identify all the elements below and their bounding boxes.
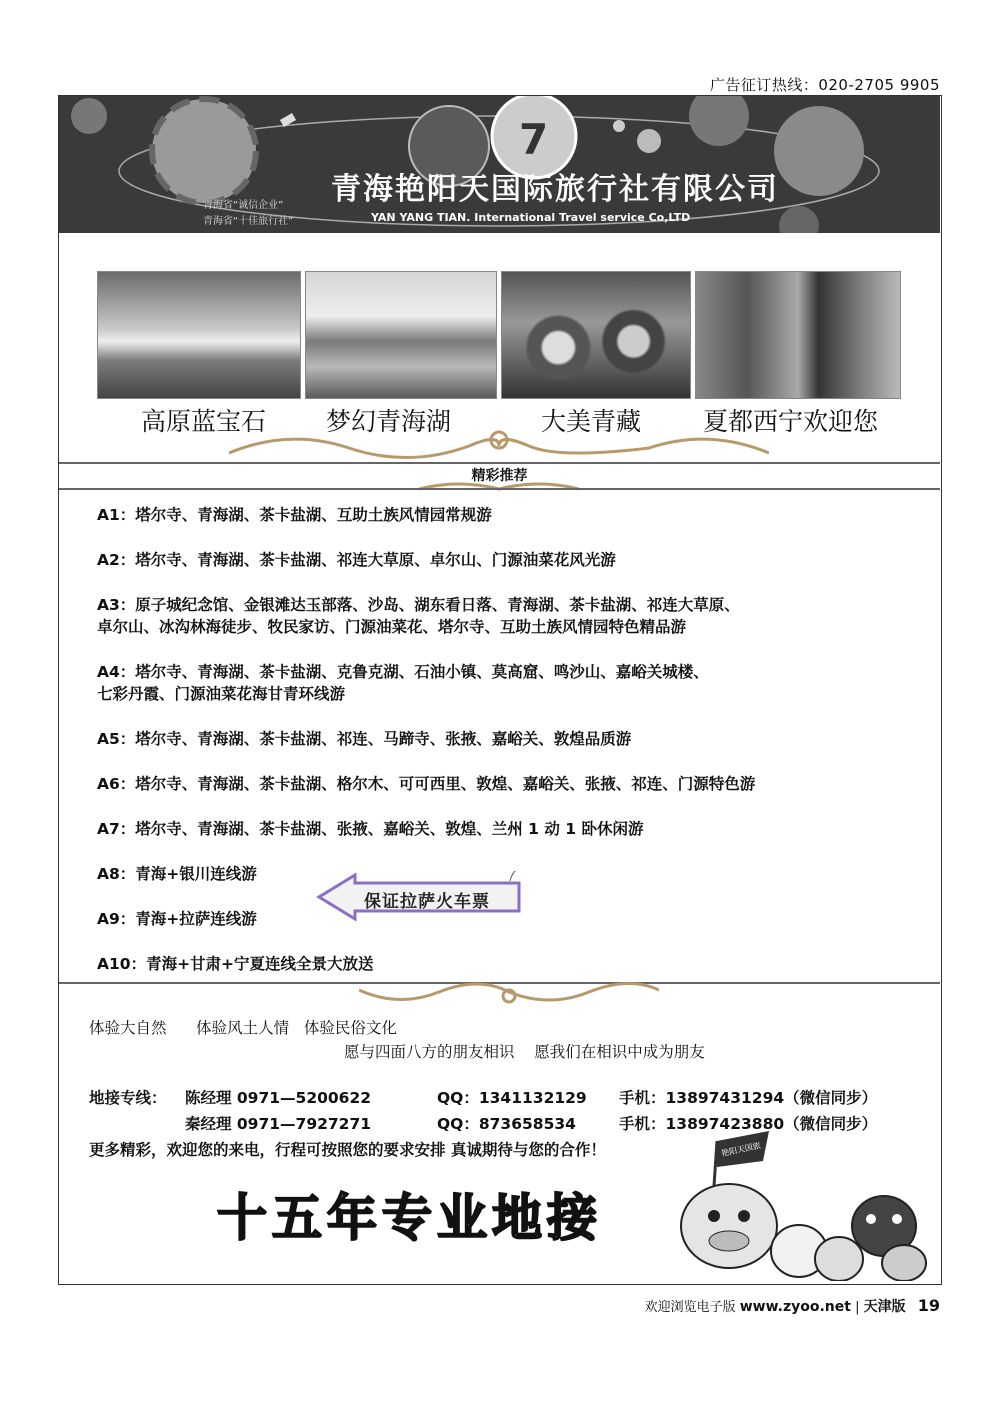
divider [59, 488, 940, 490]
photo-plateau-lake [97, 271, 301, 399]
page-footer: 欢迎浏览电子版 www.zyoo.net | 天津版 19 [644, 1296, 940, 1315]
photo-desert-dunes [305, 271, 497, 399]
slogan-line: 愿与四面八方的朋友相识 愿我们在相识中成为朋友 [344, 1043, 705, 1061]
route-item-continued: 卓尔山、冰沟林海徒步、牧民家访、门源油菜花、塔尔寺、互助土族风情园特色精品游 [97, 618, 687, 636]
contact-qq: QQ：1341132129 [437, 1089, 587, 1107]
company-banner [59, 96, 940, 233]
contact-name: 陈经理 0971—5200622 [185, 1089, 372, 1107]
contact-qq: QQ：873658534 [437, 1115, 576, 1133]
divider [59, 462, 940, 464]
route-item: A9：青海+拉萨连线游 [97, 910, 257, 928]
route-item: A1：塔尔寺、青海湖、茶卡盐湖、互助土族风情园常规游 [97, 506, 492, 524]
photo-temple-flowers [501, 271, 691, 399]
route-item: A10：青海+甘肃+宁夏连线全景大放送 [97, 955, 374, 973]
ad-hotline: 广告征订热线：020-2705 9905 [709, 76, 940, 94]
mascot-flag-text: 艳阳天国旅 [720, 1140, 762, 1159]
page-number: 19 [917, 1296, 940, 1315]
slogan-line: 体验大自然 体验风土人情 体验民俗文化 [89, 1019, 397, 1037]
route-item: A7：塔尔寺、青海湖、茶卡盐湖、张掖、嘉峪关、敦煌、兰州 1 动 1 卧休闲游 [97, 820, 644, 838]
cert-top-ten: 青海省“十佳旅行社” [203, 216, 294, 227]
route-item: A6：塔尔寺、青海湖、茶卡盐湖、格尔木、可可西里、敦煌、嘉峪关、张掖、祁连、门源特色游 [97, 775, 756, 793]
route-item: A2：塔尔寺、青海湖、茶卡盐湖、祁连大草原、卓尔山、门源油菜花风光游 [97, 551, 616, 569]
route-item: A5：塔尔寺、青海湖、茶卡盐湖、祁连、马蹄寺、张掖、嘉峪关、敦煌品质游 [97, 730, 632, 748]
photo-caption: 梦幻青海湖 [326, 407, 452, 436]
photo-caption: 夏都西宁欢迎您 [703, 407, 879, 436]
company-name-en: YAN YANG TIAN. International Travel service Co,LTD [371, 211, 691, 224]
section-title: 精彩推荐 [471, 468, 528, 484]
footer-url[interactable]: www.zyoo.net [739, 1299, 851, 1315]
route-item-continued: 七彩丹霞、门源油菜花海甘青环线游 [97, 685, 346, 703]
photo-caption: 高原蓝宝石 [141, 407, 267, 436]
route-item: A3：原子城纪念馆、金银滩达玉部落、沙岛、湖东看日落、青海湖、茶卡盐湖、祁连大草原、 [97, 596, 740, 614]
contact-mobile: 手机：13897431294（微信同步） [619, 1089, 878, 1107]
scroll-ornament [359, 980, 659, 1008]
contact-mobile: 手机：13897423880（微信同步） [619, 1115, 878, 1133]
lhasa-ticket-badge: 保证拉萨火车票 [364, 892, 490, 912]
route-item: A8：青海+银川连线游 [97, 865, 257, 883]
ad-frame [58, 95, 942, 1285]
footer-edition: 天津版 [863, 1299, 906, 1315]
scroll-ornament [229, 428, 769, 462]
footer-prefix: 欢迎浏览电子版 [644, 1300, 736, 1315]
route-item: A4：塔尔寺、青海湖、茶卡盐湖、克鲁克湖、石油小镇、莫高窟、鸣沙山、嘉峪关城楼、 [97, 663, 709, 681]
company-name-cn: 青海艳阳天国际旅行社有限公司 [331, 172, 779, 207]
svg-text:7: 7 [519, 115, 549, 164]
contact-label: 地接专线： [89, 1089, 167, 1107]
contact-name: 秦经理 0971—7927271 [185, 1115, 372, 1133]
contact-closing: 更多精彩，欢迎您的来电，行程可按照您的要求安排 真诚期待与您的合作！ [89, 1141, 606, 1159]
cert-integrity: 青海省“诚信企业” [203, 200, 284, 211]
headline-fifteen-years: 十五年专业地接 [217, 1188, 602, 1247]
mascot-group-icon [659, 1131, 934, 1281]
photo-tibetan-woman [695, 271, 901, 399]
photo-caption: 大美青藏 [541, 407, 642, 436]
